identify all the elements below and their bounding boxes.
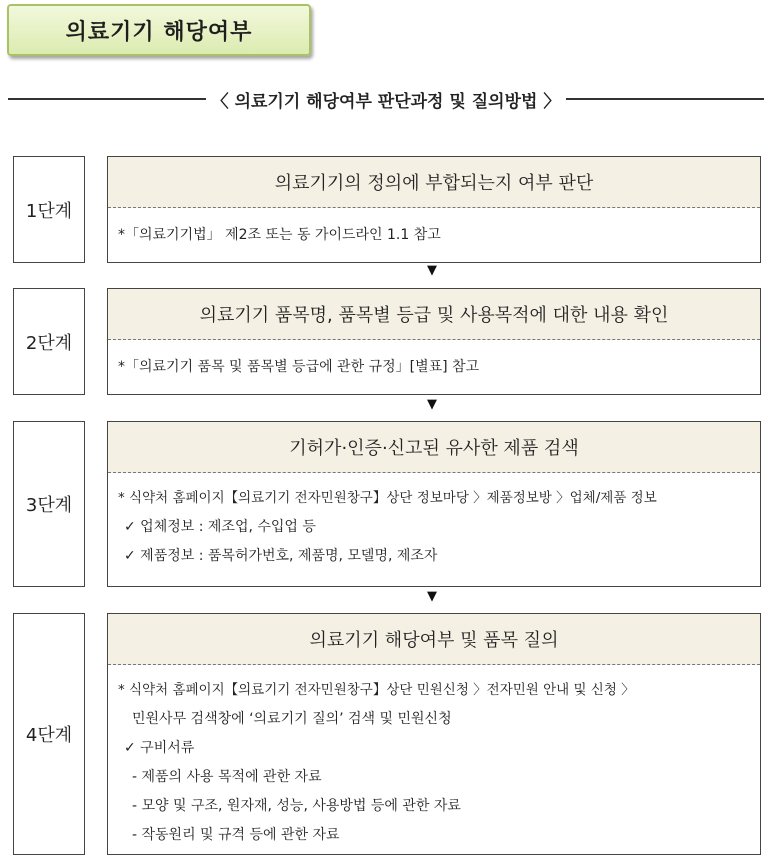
- step-3-line: ✓ 업체정보 : 제조업, 수입업 등: [124, 519, 316, 535]
- step-2-line: *「의료기기 품목 및 품목별 등급에 관한 규정」[별표] 참고: [118, 359, 480, 375]
- step-2-heading: 의료기기 품목명, 품목별 등급 및 사용목적에 대한 내용 확인: [108, 289, 760, 340]
- subtitle-text: 〈 의료기기 해당여부 판단과정 및 질의방법 〉: [211, 91, 561, 112]
- step-4-line: - 작동원리 및 규격 등에 관한 자료: [132, 827, 340, 843]
- subtitle-rule-left: [8, 98, 206, 100]
- step-3-line: ✓ 제품정보 : 품목허가번호, 제품명, 모델명, 제조자: [124, 548, 438, 564]
- step-1-label: 1단계: [13, 156, 85, 263]
- process-subtitle: [8, 86, 764, 112]
- step-4-heading: 의료기기 해당여부 및 품목 질의: [108, 614, 760, 665]
- step-1-line: *「의료기기법」 제2조 또는 동 가이드라인 1.1 참고: [118, 227, 441, 243]
- step-2-box: [107, 288, 761, 395]
- step-2-label: 2단계: [13, 288, 85, 395]
- step-4-label: 4단계: [13, 613, 85, 855]
- step-3-heading: 기허가·인증·신고된 유사한 제품 검색: [108, 422, 760, 473]
- step-4-line: 민원사무 검색창에 ‘의료기기 질의’ 검색 및 민원신청: [132, 711, 452, 727]
- step-4-line: ✓ 구비서류: [124, 740, 195, 756]
- step-3-line: * 식약처 홈페이지【의료기기 전자민원창구】상단 정보마당 〉제품정보방 〉업체/제품 정보: [118, 490, 657, 506]
- arrow-down-icon: ▼: [427, 589, 437, 604]
- page-title: 의료기기 해당여부: [7, 4, 311, 56]
- step-4-box: [107, 613, 761, 855]
- step-4-line: - 제품의 사용 목적에 관한 자료: [132, 769, 322, 785]
- subtitle-rule-right: [566, 98, 764, 100]
- step-4-line: - 모양 및 구조, 원자재, 성능, 사용방법 등에 관한 자료: [132, 798, 461, 814]
- step-4-line: * 식약처 홈페이지【의료기기 전자민원창구】상단 민원신청 〉전자민원 안내 및 신청 〉: [118, 682, 635, 698]
- arrow-down-icon: ▼: [427, 397, 437, 412]
- step-3-box: [107, 421, 761, 587]
- step-1-box: [107, 156, 761, 263]
- arrow-down-icon: ▼: [427, 263, 437, 278]
- step-1-heading: 의료기기의 정의에 부합되는지 여부 판단: [108, 157, 760, 208]
- step-3-label: 3단계: [13, 421, 85, 587]
